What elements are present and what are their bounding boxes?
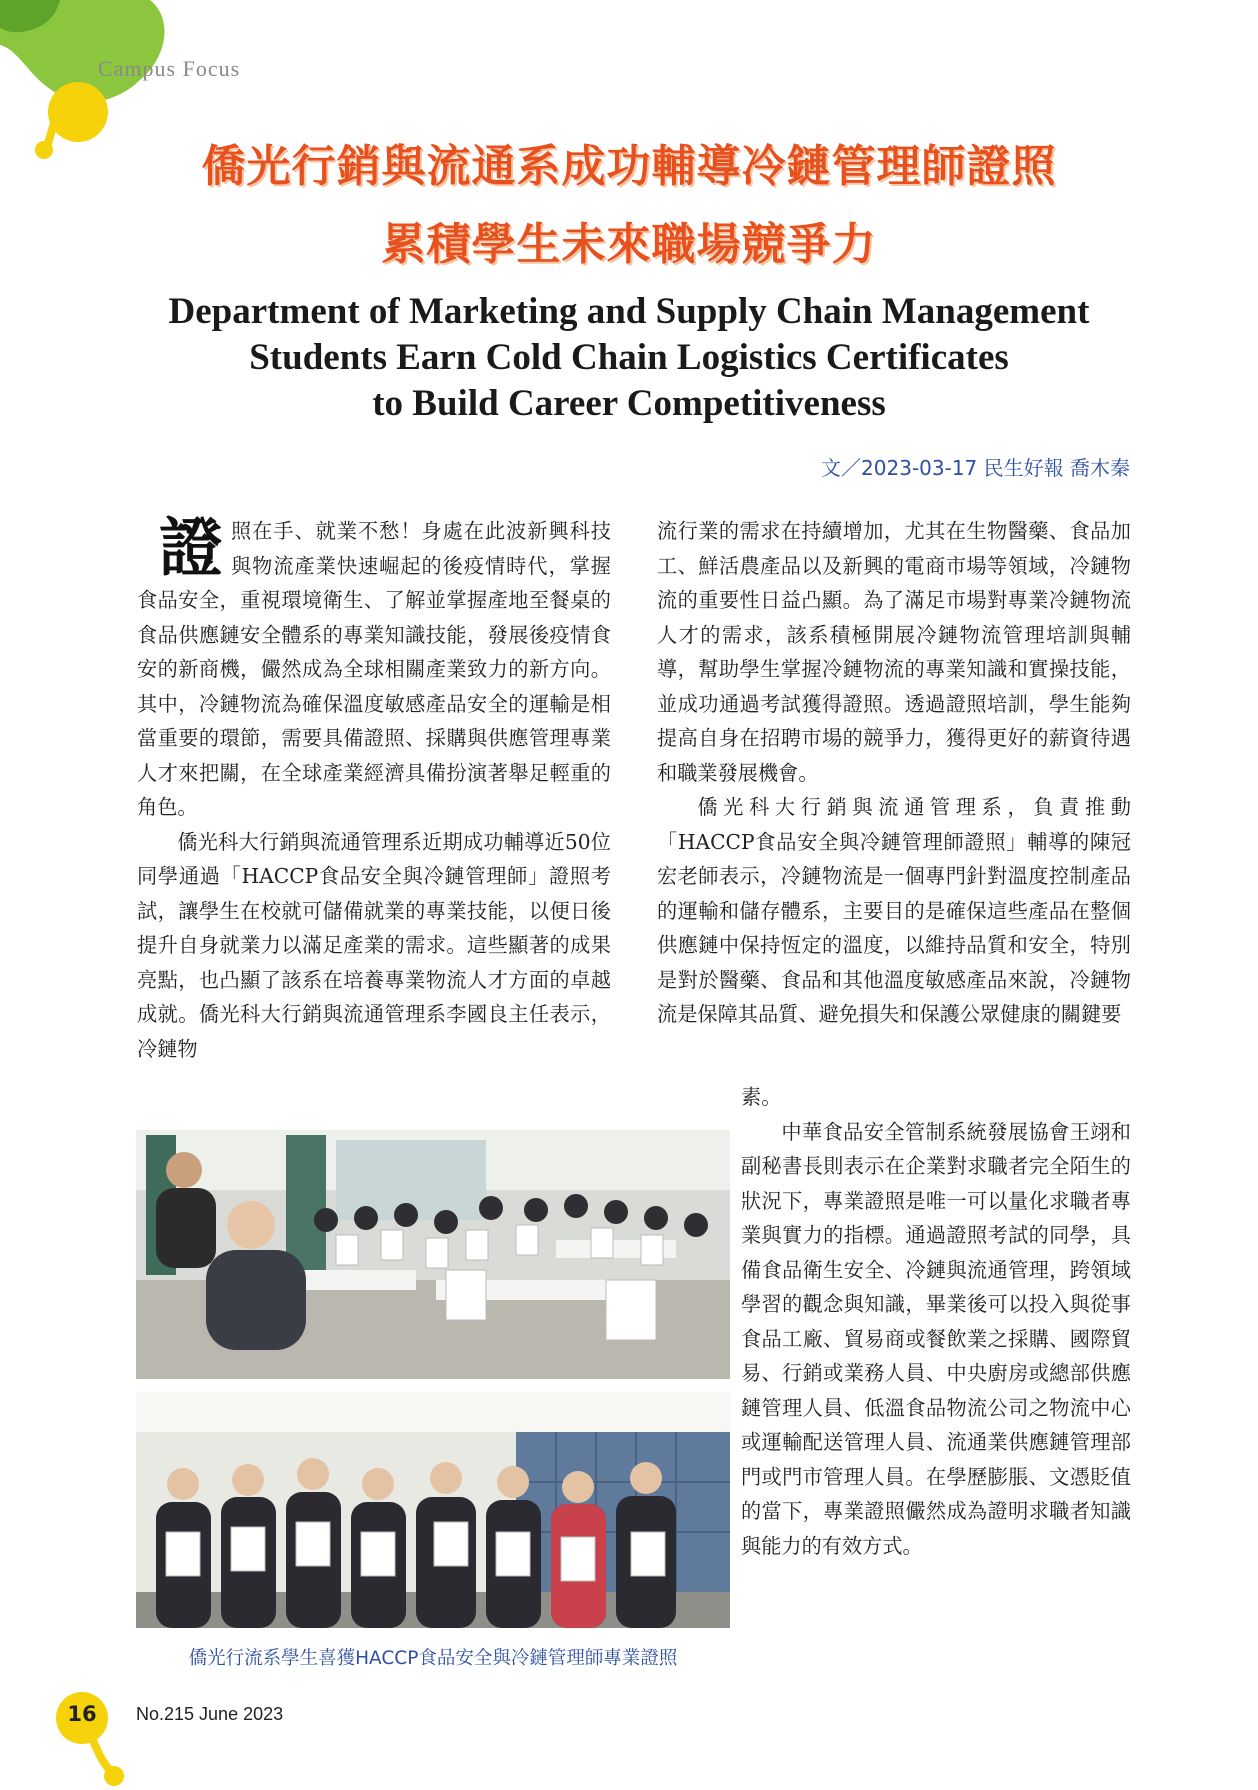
issue-info: No.215 June 2023 xyxy=(136,1704,284,1724)
photo-classroom xyxy=(136,1130,730,1379)
drop-cap: 證 xyxy=(159,511,223,586)
title-english-line-2: Students Earn Cold Chain Logistics Certificates xyxy=(249,337,1009,378)
paragraph-intro-text: 照在手、就業不愁！身處在此波新興科技與物流產業快速崛起的後疫情時代，掌握食品安全，重視環境衛生、了解並掌握產地至餐桌的食品供應鏈安全體系的專業知識技能，發展後疫情食安的新商機，儼然成為全球相關產業致力的新方向。其中，冷鏈物流為確保溫度敏感產品安全的運輸是相當重要的環節，需要具備證照、採購與供應管理專業人才來把關，在全球產業經濟具備扮演著舉足輕重的角色。 xyxy=(137,519,611,819)
photo-group xyxy=(136,1392,730,1628)
title-chinese-line-2: 累積學生未來職場競爭力 xyxy=(381,219,877,270)
title-english-line-3: to Build Career Competitiveness xyxy=(372,383,886,424)
title-english-line-1: Department of Marketing and Supply Chain Management xyxy=(168,291,1090,332)
photo-caption: 僑光行流系學生喜獲HACCP食品安全與冷鏈管理師專業證照 xyxy=(188,1648,678,1669)
paragraph-4: 僑光科大行銷與流通管理系，負責推動「HACCP食品安全與冷鏈管理師證照」輔導的陳冠宏老師表示，冷鏈物流是一個專門針對溫度控制產品的運輸和儲存體系，主要目的是確保這些產品在整個供應鏈中保持恆定的溫度，以維持品質和安全，特別是對於醫藥、食品和其他溫度敏感產品來說，冷鏈物流是保障其品質、避免損失和保護公眾健康的關鍵要 xyxy=(657,795,1131,1026)
article-column-right-lower xyxy=(741,1080,1131,1563)
paragraph-intro xyxy=(137,511,611,825)
article-column-left xyxy=(137,511,611,1066)
article-column-right xyxy=(657,514,1131,1032)
byline: 文／2023-03-17 民生好報 喬木秦 xyxy=(821,456,1130,480)
section-label: Campus Focus xyxy=(98,56,241,81)
paragraph-2: 僑光科大行銷與流通管理系近期成功輔導近50位同學通過「HACCP食品安全與冷鏈管理師」證照考試，讓學生在校就可儲備就業的專業技能，以便日後提升自身就業力以滿足產業的需求。這些顯著的成果亮點，也凸顯了該系在培養專業物流人才方面的卓越成就。僑光科大行銷與流通管理系李國良主任表示，冷鏈物 xyxy=(137,829,611,1061)
paragraph-3: 流行業的需求在持續增加，尤其在生物醫藥、食品加工、鮮活農產品以及新興的電商市場等領域，冷鏈物流的重要性日益凸顯。為了滿足市場對專業冷鏈物流人才的需求，該系積極開展冷鏈物流管理培訓與輔導，幫助學生掌握冷鏈物流的專業知識和實操技能，並成功通過考試獲得證照。透過證照培訓，學生能夠提高自身在招聘市場的競爭力，獲得更好的薪資待遇和職業發展機會。 xyxy=(657,519,1131,785)
paragraph-5: 中華食品安全管制系統發展協會王翊和副秘書長則表示在企業對求職者完全陌生的狀況下，專業證照是唯一可以量化求職者專業與實力的指標。通過證照考試的同學，具備食品衛生安全、冷鏈與流通管理，跨領域學習的觀念與知識，畢業後可以投入與從事食品工廠、貿易商或餐飲業之採購、國際貿易、行銷或業務人員、中央廚房或總部供應鏈管理人員、低溫食品物流公司之物流中心或運輸配送管理人員、流通業供應鏈管理部門或門市管理人員。在學歷膨脹、文憑貶值的當下，專業證照儼然成為證明求職者知識與能力的有效方式。 xyxy=(741,1119,1131,1558)
page-number: 16 xyxy=(67,1702,97,1726)
title-chinese-line-1: 僑光行銷與流通系成功輔導冷鏈管理師證照 xyxy=(201,141,1057,192)
paragraph-4-end: 素。 xyxy=(741,1085,782,1109)
